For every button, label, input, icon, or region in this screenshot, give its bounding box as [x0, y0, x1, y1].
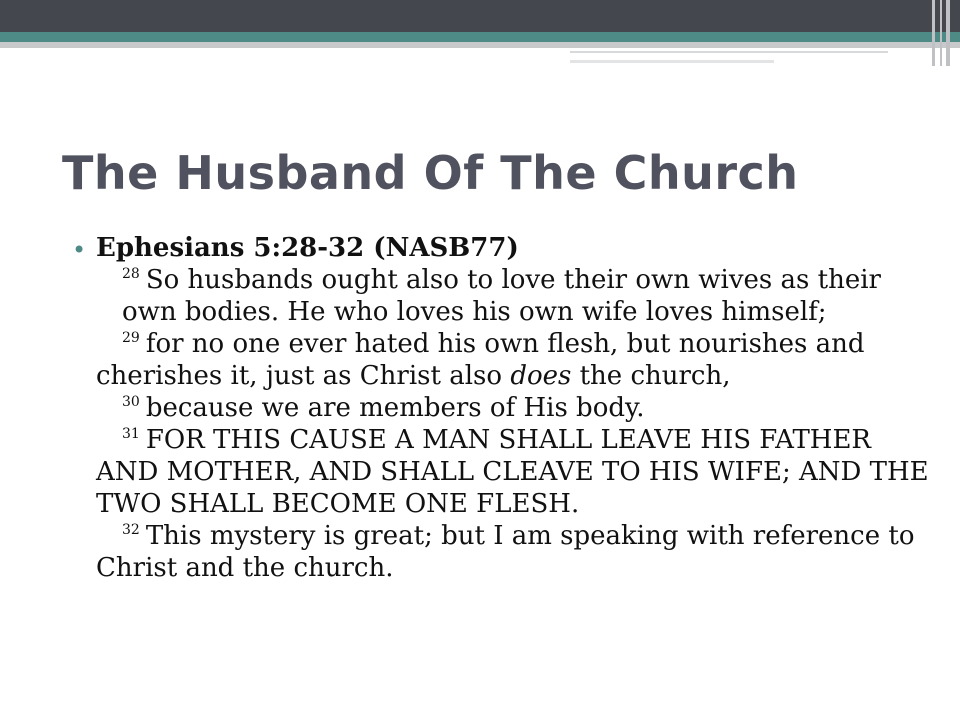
header-bar-dark: [0, 0, 960, 32]
scripture-reference: Ephesians 5:28-32 (NASB77): [96, 233, 519, 263]
verse-number: 28: [122, 266, 140, 283]
verse-text: for no one ever hated his own flesh, but nourishes and cherishes it, just as Christ also: [96, 329, 865, 391]
verse-text-italic: does: [510, 361, 572, 391]
verse-text: This mystery is great; but I am speaking with reference to Christ and the church.: [96, 521, 915, 583]
header-bar-teal: [0, 32, 960, 42]
verse: [96, 392, 932, 424]
header-accent-line-short: [570, 60, 774, 63]
header-vertical-line: [932, 0, 935, 66]
scripture-passage: [96, 232, 932, 584]
verse: [96, 520, 932, 584]
header-vertical-line: [946, 0, 950, 66]
verse-text: So husbands ought also to love their own wives as their own bodies. He who loves his own wife loves himself;: [122, 265, 881, 327]
verse: [96, 264, 932, 328]
verse-text: because we are members of His body.: [145, 393, 645, 423]
verse-number: 29: [122, 330, 140, 347]
header-vertical-line: [940, 0, 942, 66]
verse-number: 31: [122, 426, 140, 443]
verse-text: the church,: [571, 361, 731, 391]
header-bar-gray: [0, 42, 960, 48]
header-accent-line: [570, 51, 888, 53]
verse-number: 32: [122, 522, 140, 539]
verse: [96, 424, 932, 520]
slide-title: The Husband Of The Church: [62, 146, 799, 200]
verse-number: 30: [122, 394, 140, 411]
bullet-icon: •: [72, 236, 87, 264]
verse-text: FOR THIS CAUSE A MAN SHALL LEAVE HIS FATHER AND MOTHER, AND SHALL CLEAVE TO HIS WIFE; AND THE TWO SHALL BECOME ONE FLESH.: [96, 425, 929, 519]
verse: [96, 328, 932, 392]
slide-content: [72, 232, 932, 584]
